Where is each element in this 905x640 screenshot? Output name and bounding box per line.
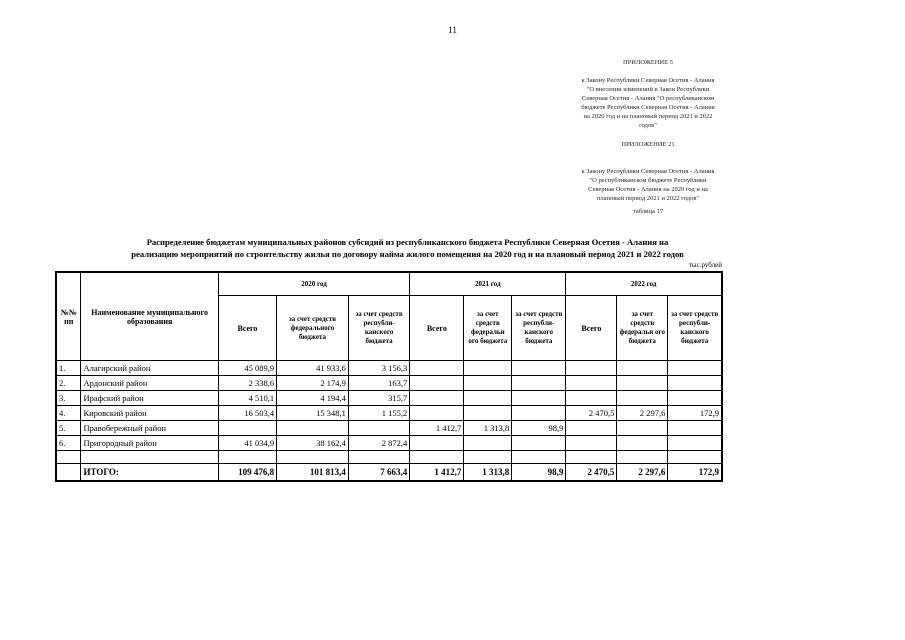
total-2022: 2 470,5 xyxy=(566,464,617,482)
cell-republic-2021 xyxy=(512,361,566,376)
subsidy-table xyxy=(55,271,723,482)
table-row xyxy=(56,361,722,376)
table-spacer-row xyxy=(56,451,722,464)
cell-republic-2022: 172,9 xyxy=(668,406,722,421)
cell-federal-2022 xyxy=(617,376,668,391)
header-name: Наименование муниципального образования xyxy=(81,272,218,361)
cell-republic-2021 xyxy=(512,391,566,406)
cell-republic-2020: 315,7 xyxy=(348,391,409,406)
units-label: тыс.рублей xyxy=(688,261,722,269)
cell-federal-2021 xyxy=(464,391,512,406)
total-republic-2020: 7 663,4 xyxy=(348,464,409,482)
empty-cell xyxy=(81,451,218,464)
row-number: 5. xyxy=(56,421,81,436)
empty-cell xyxy=(464,451,512,464)
cell-republic-2020: 163,7 xyxy=(348,376,409,391)
cell-total-2020: 2 338,6 xyxy=(218,376,276,391)
cell-federal-2022 xyxy=(617,391,668,406)
row-district: Правобережный район xyxy=(81,421,218,436)
cell-federal-2021 xyxy=(464,436,512,451)
empty-cell xyxy=(277,451,349,464)
document-title xyxy=(55,236,760,260)
row-number: 6. xyxy=(56,436,81,451)
appendix-text-21 xyxy=(548,167,748,203)
empty-cell xyxy=(566,451,617,464)
row-district: Ардонский район xyxy=(81,376,218,391)
appendix-heading-5: ПРИЛОЖЕНИЕ 5 xyxy=(623,59,673,66)
cell-federal-2020: 4 194,4 xyxy=(277,391,349,406)
cell-total-2022 xyxy=(566,391,617,406)
cell-total-2022: 2 470,5 xyxy=(566,406,617,421)
total-2021: 1 412,7 xyxy=(410,464,464,482)
cell-total-2020: 16 503,4 xyxy=(218,406,276,421)
appendix-line: к Закону Республики Северная Осетия - Алания xyxy=(581,168,715,175)
header-republic-2022: за счет средств республи-канского бюджета xyxy=(668,296,722,361)
cell-republic-2022 xyxy=(668,391,722,406)
cell-federal-2020: 15 348,1 xyxy=(277,406,349,421)
appendix-text-5 xyxy=(548,76,748,130)
cell-republic-2021 xyxy=(512,436,566,451)
cell-total-2021: 1 412,7 xyxy=(410,421,464,436)
cell-total-2021 xyxy=(410,391,464,406)
cell-republic-2020: 2 872,4 xyxy=(348,436,409,451)
total-label: ИТОГО: xyxy=(81,464,218,482)
cell-federal-2020: 38 162,4 xyxy=(277,436,349,451)
header-federal-2022: за счет средств федеральн ого бюджета xyxy=(617,296,668,361)
cell-total-2021 xyxy=(410,436,464,451)
title-line-2: реализацию мероприятий по строительству жилья по договору найма жилого помещения на 2020 год и на плановый период 2021 и 2022 годов xyxy=(131,249,684,259)
cell-federal-2022 xyxy=(617,436,668,451)
table-row xyxy=(56,376,722,391)
cell-republic-2022 xyxy=(668,421,722,436)
cell-republic-2022 xyxy=(668,361,722,376)
table-row xyxy=(56,421,722,436)
cell-federal-2021: 1 313,8 xyxy=(464,421,512,436)
row-district: Ирафский район xyxy=(81,391,218,406)
empty-cell xyxy=(56,451,81,464)
header-year-2021: 2021 год xyxy=(410,272,566,296)
table-total-row xyxy=(56,464,722,482)
total-federal-2021: 1 313,8 xyxy=(464,464,512,482)
cell-federal-2020 xyxy=(277,421,349,436)
row-district: Пригородный район xyxy=(81,436,218,451)
empty-cell xyxy=(410,451,464,464)
page-number: 11 xyxy=(448,25,457,35)
appendix-line: Северная Осетия - Алания на 2020 год и на xyxy=(588,186,708,193)
appendix-heading-21: ПРИЛОЖЕНИЕ 21 xyxy=(621,141,675,148)
cell-republic-2020 xyxy=(348,421,409,436)
cell-total-2022 xyxy=(566,376,617,391)
row-number: 2. xyxy=(56,376,81,391)
total-federal-2022: 2 297,6 xyxy=(617,464,668,482)
appendix-line: к Закону Республики Северная Осетия - Алания xyxy=(581,77,715,84)
cell-republic-2021: 98,9 xyxy=(512,421,566,436)
cell-federal-2021 xyxy=(464,361,512,376)
appendix-line: Северная Осетия - Алания "О республиканском xyxy=(581,95,715,102)
appendix-line: "О внесении изменений в Закон Республики xyxy=(586,86,710,93)
cell-republic-2022 xyxy=(668,376,722,391)
empty-cell xyxy=(218,451,276,464)
table-header-years xyxy=(56,272,722,296)
table-reference: таблица 17 xyxy=(632,208,664,215)
cell-total-2020 xyxy=(218,421,276,436)
row-district: Кировский район xyxy=(81,406,218,421)
appendix-line: на 2020 год и на плановый период 2021 и 2022 xyxy=(583,113,713,120)
total-republic-2022: 172,9 xyxy=(668,464,722,482)
cell-republic-2020: 1 155,2 xyxy=(348,406,409,421)
empty-cell xyxy=(512,451,566,464)
cell-republic-2021 xyxy=(512,406,566,421)
cell-federal-2021 xyxy=(464,406,512,421)
row-number: 4. xyxy=(56,406,81,421)
cell-federal-2022 xyxy=(617,361,668,376)
cell-federal-2022: 2 297,6 xyxy=(617,406,668,421)
empty-cell xyxy=(668,451,722,464)
header-federal-2021: за счет средств федеральн ого бюджета xyxy=(464,296,512,361)
cell-total-2020: 45 089,9 xyxy=(218,361,276,376)
empty-cell xyxy=(617,451,668,464)
cell-republic-2021 xyxy=(512,376,566,391)
header-year-2022: 2022 год xyxy=(566,272,722,296)
cell-republic-2022 xyxy=(668,436,722,451)
appendix-line: плановый период 2021 и 2022 годов" xyxy=(596,195,700,202)
cell-total-2021 xyxy=(410,406,464,421)
header-total-2022: Всего xyxy=(566,296,617,361)
header-republic-2021: за счет средств республи-канского бюджета xyxy=(512,296,566,361)
cell-total-2021 xyxy=(410,376,464,391)
cell-total-2021 xyxy=(410,361,464,376)
header-total-2020: Всего xyxy=(218,296,276,361)
cell-federal-2021 xyxy=(464,376,512,391)
appendix-line: бюджете Республики Северная Осетия - Алания xyxy=(581,104,715,111)
cell-total-2020: 41 034,9 xyxy=(218,436,276,451)
cell-federal-2022 xyxy=(617,421,668,436)
appendix-line: годов" xyxy=(639,122,657,129)
header-total-2021: Всего xyxy=(410,296,464,361)
total-republic-2021: 98,9 xyxy=(512,464,566,482)
cell-federal-2020: 41 933,6 xyxy=(277,361,349,376)
header-republic-2020: за счет средств республи-канского бюджета xyxy=(348,296,409,361)
empty-cell xyxy=(56,464,81,482)
table-row xyxy=(56,391,722,406)
row-district: Алагирский район xyxy=(81,361,218,376)
total-federal-2020: 101 813,4 xyxy=(277,464,349,482)
cell-federal-2020: 2 174,9 xyxy=(277,376,349,391)
row-number: 3. xyxy=(56,391,81,406)
table-row xyxy=(56,406,722,421)
title-line-1: Распределение бюджетам муниципальных районов субсидий из республиканского бюджета Республики Северная Осетия - Алания на xyxy=(146,237,669,247)
table-row xyxy=(56,436,722,451)
header-num: №№ пп xyxy=(56,272,81,361)
header-year-2020: 2020 год xyxy=(218,272,409,296)
total-2020: 109 476,8 xyxy=(218,464,276,482)
header-federal-2020: за счет средств федерального бюджета xyxy=(277,296,349,361)
row-number: 1. xyxy=(56,361,81,376)
appendix-line: "О республиканском бюджете Республики xyxy=(589,177,707,184)
cell-total-2022 xyxy=(566,361,617,376)
cell-total-2022 xyxy=(566,421,617,436)
cell-total-2020: 4 510,1 xyxy=(218,391,276,406)
empty-cell xyxy=(348,451,409,464)
cell-total-2022 xyxy=(566,436,617,451)
cell-republic-2020: 3 156,3 xyxy=(348,361,409,376)
